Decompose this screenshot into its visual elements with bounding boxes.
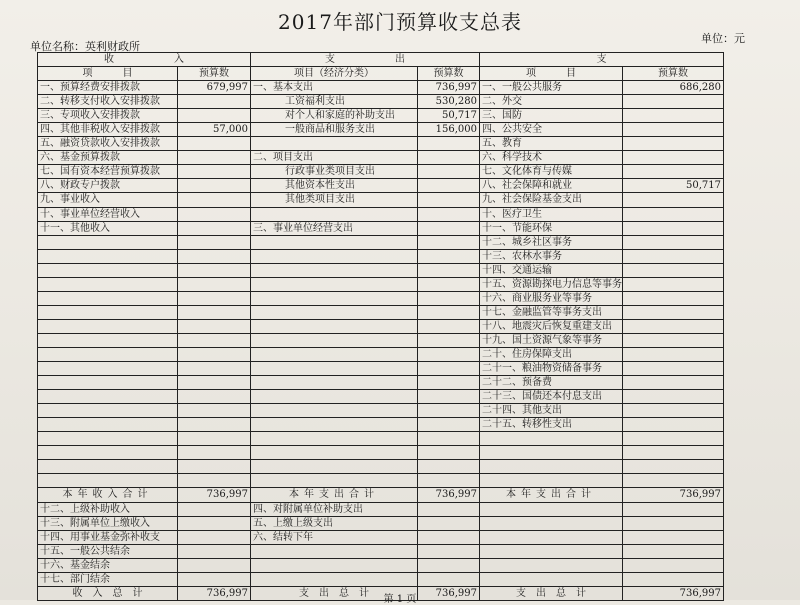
table-row xyxy=(38,404,724,418)
header-expend-right: 支 xyxy=(480,53,724,67)
expend-budget xyxy=(418,305,480,319)
expend-budget xyxy=(418,263,480,277)
table-row xyxy=(38,530,724,544)
table-row xyxy=(38,460,724,474)
func-budget xyxy=(623,333,724,347)
expend-budget xyxy=(418,460,480,474)
func-budget xyxy=(623,123,724,137)
income-item xyxy=(38,418,178,432)
func-budget xyxy=(623,474,724,488)
total-expend-value-right: 736,997 xyxy=(623,488,724,502)
func-budget xyxy=(623,95,724,109)
income-budget xyxy=(178,516,251,530)
expend-budget xyxy=(418,418,480,432)
func-budget xyxy=(623,516,724,530)
func-item: 七、文化体育与传媒 xyxy=(480,165,623,179)
income-budget: 57,000 xyxy=(178,123,251,137)
income-budget xyxy=(178,249,251,263)
func-budget xyxy=(623,151,724,165)
income-budget xyxy=(178,137,251,151)
table-row xyxy=(38,446,724,460)
income-item: 十六、基金结余 xyxy=(38,558,178,572)
expend-budget: 156,000 xyxy=(418,123,480,137)
func-item: 十二、城乡社区事务 xyxy=(480,235,623,249)
expend-item xyxy=(251,305,418,319)
expend-budget xyxy=(418,277,480,291)
income-budget xyxy=(178,305,251,319)
table-row xyxy=(38,572,724,586)
expend-budget xyxy=(418,151,480,165)
func-budget xyxy=(623,558,724,572)
table-row xyxy=(38,347,724,361)
func-budget xyxy=(623,432,724,446)
func-item xyxy=(480,432,623,446)
func-budget xyxy=(623,418,724,432)
expend-item: 一、基本支出 xyxy=(251,81,418,95)
table-row xyxy=(38,544,724,558)
expend-item: 其他类项目支出 xyxy=(251,193,418,207)
income-budget xyxy=(178,207,251,221)
expend-budget: 736,997 xyxy=(418,81,480,95)
table-row xyxy=(38,81,724,95)
income-budget: 679,997 xyxy=(178,81,251,95)
expend-item xyxy=(251,291,418,305)
table-row xyxy=(38,277,724,291)
income-item: 十一、其他收入 xyxy=(38,221,178,235)
total-expend-value: 736,997 xyxy=(418,488,480,502)
func-item xyxy=(480,460,623,474)
grand-expend-value: 736,997 xyxy=(418,586,480,600)
func-budget xyxy=(623,305,724,319)
income-item xyxy=(38,235,178,249)
func-budget xyxy=(623,446,724,460)
income-item: 十二、上级补助收入 xyxy=(38,502,178,516)
func-item xyxy=(480,530,623,544)
expend-budget xyxy=(418,544,480,558)
income-budget xyxy=(178,221,251,235)
total-expend-label: 本年支出合计 xyxy=(251,488,418,502)
expend-budget xyxy=(418,333,480,347)
func-item: 十六、商业服务业等事务 xyxy=(480,291,623,305)
income-item: 四、其他非税收入安排拨款 xyxy=(38,123,178,137)
func-item: 五、教育 xyxy=(480,137,623,151)
expend-budget xyxy=(418,404,480,418)
expend-budget xyxy=(418,516,480,530)
func-budget xyxy=(623,390,724,404)
income-budget xyxy=(178,193,251,207)
expend-budget xyxy=(418,193,480,207)
grand-expend-label-right: 支 出 总 计 xyxy=(480,586,623,600)
table-row xyxy=(38,376,724,390)
unit-name: 单位名称：英利财政所 xyxy=(30,40,140,53)
income-budget xyxy=(178,572,251,586)
expend-budget xyxy=(418,249,480,263)
expend-budget: 50,717 xyxy=(418,109,480,123)
income-item: 十三、附属单位上缴收入 xyxy=(38,516,178,530)
grand-income-label: 收 入 总 计 xyxy=(38,586,178,600)
expend-budget xyxy=(418,179,480,193)
expend-item xyxy=(251,460,418,474)
income-item: 一、预算经费安排拨款 xyxy=(38,81,178,95)
income-budget xyxy=(178,530,251,544)
income-item: 三、专项收入安排拨款 xyxy=(38,109,178,123)
income-item: 十五、一般公共结余 xyxy=(38,544,178,558)
income-item: 九、事业收入 xyxy=(38,193,178,207)
expend-item xyxy=(251,333,418,347)
table-row xyxy=(38,390,724,404)
expend-item xyxy=(251,263,418,277)
income-budget xyxy=(178,263,251,277)
income-budget xyxy=(178,390,251,404)
expend-item xyxy=(251,390,418,404)
income-budget xyxy=(178,95,251,109)
expend-budget xyxy=(418,558,480,572)
income-budget xyxy=(178,558,251,572)
table-row xyxy=(38,418,724,432)
expend-budget xyxy=(418,319,480,333)
func-item: 十一、节能环保 xyxy=(480,221,623,235)
expend-budget xyxy=(418,221,480,235)
func-budget xyxy=(623,502,724,516)
func-item xyxy=(480,516,623,530)
func-item: 六、科学技术 xyxy=(480,151,623,165)
income-budget xyxy=(178,333,251,347)
income-budget xyxy=(178,460,251,474)
expend-budget xyxy=(418,446,480,460)
func-item: 十四、交通运输 xyxy=(480,263,623,277)
func-item xyxy=(480,558,623,572)
func-item: 十五、资源勘探电力信息等事务 xyxy=(480,277,623,291)
grand-expend-label: 支 出 总 计 xyxy=(251,586,418,600)
expend-budget xyxy=(418,207,480,221)
col-header-budget3: 预算数 xyxy=(623,67,724,81)
table-row xyxy=(38,558,724,572)
income-item xyxy=(38,333,178,347)
func-item xyxy=(480,544,623,558)
expend-item xyxy=(251,362,418,376)
expend-item xyxy=(251,207,418,221)
expend-item xyxy=(251,319,418,333)
expend-budget xyxy=(418,432,480,446)
income-item xyxy=(38,263,178,277)
expend-budget xyxy=(418,572,480,586)
income-budget xyxy=(178,544,251,558)
income-item xyxy=(38,474,178,488)
func-item xyxy=(480,572,623,586)
expend-budget: 530,280 xyxy=(418,95,480,109)
income-budget xyxy=(178,347,251,361)
income-budget xyxy=(178,418,251,432)
total-income-value: 736,997 xyxy=(178,488,251,502)
expend-item: 五、上缴上级支出 xyxy=(251,516,418,530)
income-item xyxy=(38,390,178,404)
header-row-top xyxy=(38,53,724,67)
expend-budget xyxy=(418,502,480,516)
income-budget xyxy=(178,277,251,291)
expend-budget xyxy=(418,530,480,544)
func-budget xyxy=(623,235,724,249)
expend-budget xyxy=(418,165,480,179)
expend-item xyxy=(251,446,418,460)
func-budget xyxy=(623,460,724,474)
table-row xyxy=(38,165,724,179)
income-item: 十七、部门结余 xyxy=(38,572,178,586)
table-row xyxy=(38,516,724,530)
income-item xyxy=(38,291,178,305)
income-item: 七、国有资本经营预算拨款 xyxy=(38,165,178,179)
expend-budget xyxy=(418,474,480,488)
func-budget xyxy=(623,544,724,558)
func-item: 四、公共安全 xyxy=(480,123,623,137)
func-budget xyxy=(623,193,724,207)
col-header-budget: 预算数 xyxy=(178,67,251,81)
expend-budget xyxy=(418,137,480,151)
func-item: 八、社会保障和就业 xyxy=(480,179,623,193)
income-budget xyxy=(178,151,251,165)
func-budget xyxy=(623,362,724,376)
income-item: 六、基金预算拨款 xyxy=(38,151,178,165)
income-item xyxy=(38,362,178,376)
func-budget xyxy=(623,221,724,235)
income-budget xyxy=(178,179,251,193)
expend-item xyxy=(251,277,418,291)
table-row xyxy=(38,109,724,123)
income-budget xyxy=(178,291,251,305)
expend-budget xyxy=(418,376,480,390)
expend-item xyxy=(251,418,418,432)
income-budget xyxy=(178,502,251,516)
income-item xyxy=(38,319,178,333)
total-row xyxy=(38,488,724,502)
page-number: 第 1 页 xyxy=(383,594,417,605)
income-budget xyxy=(178,362,251,376)
table-row xyxy=(38,235,724,249)
col-header-item: 项 目 xyxy=(38,67,178,81)
expend-item xyxy=(251,235,418,249)
expend-item: 对个人和家庭的补助支出 xyxy=(251,109,418,123)
income-item xyxy=(38,404,178,418)
func-item: 二十四、其他支出 xyxy=(480,404,623,418)
budget-table-body xyxy=(38,53,724,601)
table-row xyxy=(38,95,724,109)
income-item: 十四、用事业基金弥补收支 xyxy=(38,530,178,544)
func-budget xyxy=(623,277,724,291)
func-item: 二十三、国债还本付息支出 xyxy=(480,390,623,404)
expend-budget xyxy=(418,362,480,376)
expend-item: 行政事业类项目支出 xyxy=(251,165,418,179)
income-budget xyxy=(178,319,251,333)
expend-item xyxy=(251,558,418,572)
income-item xyxy=(38,432,178,446)
col-header-item-func: 项 目 xyxy=(480,67,623,81)
expend-budget xyxy=(418,235,480,249)
income-item: 八、财政专户拨款 xyxy=(38,179,178,193)
func-budget xyxy=(623,291,724,305)
expend-item xyxy=(251,137,418,151)
func-budget xyxy=(623,137,724,151)
func-item: 十三、农林水事务 xyxy=(480,249,623,263)
expend-item: 一般商品和服务支出 xyxy=(251,123,418,137)
func-budget: 50,717 xyxy=(623,179,724,193)
expend-budget xyxy=(418,291,480,305)
income-item xyxy=(38,249,178,263)
income-budget xyxy=(178,474,251,488)
expend-item: 三、事业单位经营支出 xyxy=(251,221,418,235)
income-item: 十、事业单位经营收入 xyxy=(38,207,178,221)
table-row xyxy=(38,291,724,305)
func-budget xyxy=(623,263,724,277)
func-item: 二十一、粮油物资储备事务 xyxy=(480,362,623,376)
income-item xyxy=(38,460,178,474)
income-item xyxy=(38,347,178,361)
func-item: 二十、住房保障支出 xyxy=(480,347,623,361)
func-item xyxy=(480,502,623,516)
table-row xyxy=(38,193,724,207)
table-row xyxy=(38,474,724,488)
income-item xyxy=(38,305,178,319)
func-item: 十八、地震灾后恢复重建支出 xyxy=(480,319,623,333)
income-item xyxy=(38,376,178,390)
table-row xyxy=(38,362,724,376)
expend-item xyxy=(251,432,418,446)
income-item: 二、转移支付收入安排拨款 xyxy=(38,95,178,109)
income-budget xyxy=(178,446,251,460)
func-budget xyxy=(623,207,724,221)
header-income: 收 入 xyxy=(38,53,251,67)
expend-item: 四、对附属单位补助支出 xyxy=(251,502,418,516)
table-row xyxy=(38,179,724,193)
table-row xyxy=(38,432,724,446)
expend-budget xyxy=(418,390,480,404)
func-item: 十七、金融监管等事务支出 xyxy=(480,305,623,319)
expend-item xyxy=(251,474,418,488)
func-budget xyxy=(623,530,724,544)
expend-budget xyxy=(418,347,480,361)
func-item: 三、国防 xyxy=(480,109,623,123)
expend-item: 其他资本性支出 xyxy=(251,179,418,193)
func-budget xyxy=(623,165,724,179)
grand-expend-value-right: 736,997 xyxy=(623,586,724,600)
expend-item xyxy=(251,249,418,263)
func-item: 十、医疗卫生 xyxy=(480,207,623,221)
table-row xyxy=(38,151,724,165)
func-item: 二、外交 xyxy=(480,95,623,109)
func-item: 二十二、预备费 xyxy=(480,376,623,390)
income-budget xyxy=(178,376,251,390)
func-item: 二十五、转移性支出 xyxy=(480,418,623,432)
table-row xyxy=(38,249,724,263)
table-row xyxy=(38,263,724,277)
table-row xyxy=(38,333,724,347)
table-row xyxy=(38,502,724,516)
table-row xyxy=(38,221,724,235)
total-income-label: 本年收入合计 xyxy=(38,488,178,502)
expend-item: 二、项目支出 xyxy=(251,151,418,165)
func-item xyxy=(480,446,623,460)
expend-item xyxy=(251,404,418,418)
table-row xyxy=(38,137,724,151)
income-budget xyxy=(178,235,251,249)
func-item: 十九、国土资源气象等事务 xyxy=(480,333,623,347)
budget-table xyxy=(37,52,724,601)
grand-income-value: 736,997 xyxy=(178,586,251,600)
col-header-item-econ: 项目（经济分类） xyxy=(251,67,418,81)
func-budget xyxy=(623,347,724,361)
func-budget xyxy=(623,319,724,333)
func-budget xyxy=(623,404,724,418)
table-row xyxy=(38,207,724,221)
header-row-columns xyxy=(38,67,724,81)
income-budget xyxy=(178,404,251,418)
expend-item: 六、结转下年 xyxy=(251,530,418,544)
expend-item xyxy=(251,376,418,390)
income-item: 五、融资贷款收入安排拨款 xyxy=(38,137,178,151)
currency-unit: 单位：元 xyxy=(701,32,745,45)
income-budget xyxy=(178,165,251,179)
func-item: 一、一般公共服务 xyxy=(480,81,623,95)
table-row xyxy=(38,123,724,137)
func-budget: 686,280 xyxy=(623,81,724,95)
func-item: 九、社会保险基金支出 xyxy=(480,193,623,207)
func-item xyxy=(480,474,623,488)
total-expend-label-right: 本年支出合计 xyxy=(480,488,623,502)
col-header-budget2: 预算数 xyxy=(418,67,480,81)
func-budget xyxy=(623,109,724,123)
income-budget xyxy=(178,109,251,123)
func-budget xyxy=(623,572,724,586)
income-item xyxy=(38,446,178,460)
table-row xyxy=(38,305,724,319)
document-title: 2017年部门预算收支总表 xyxy=(278,10,522,34)
table-row xyxy=(38,319,724,333)
expend-item xyxy=(251,544,418,558)
expend-item xyxy=(251,572,418,586)
expend-item: 工资福利支出 xyxy=(251,95,418,109)
header-expend: 支 出 xyxy=(251,53,480,67)
func-budget xyxy=(623,376,724,390)
income-item xyxy=(38,277,178,291)
func-budget xyxy=(623,249,724,263)
income-budget xyxy=(178,432,251,446)
expend-item xyxy=(251,347,418,361)
